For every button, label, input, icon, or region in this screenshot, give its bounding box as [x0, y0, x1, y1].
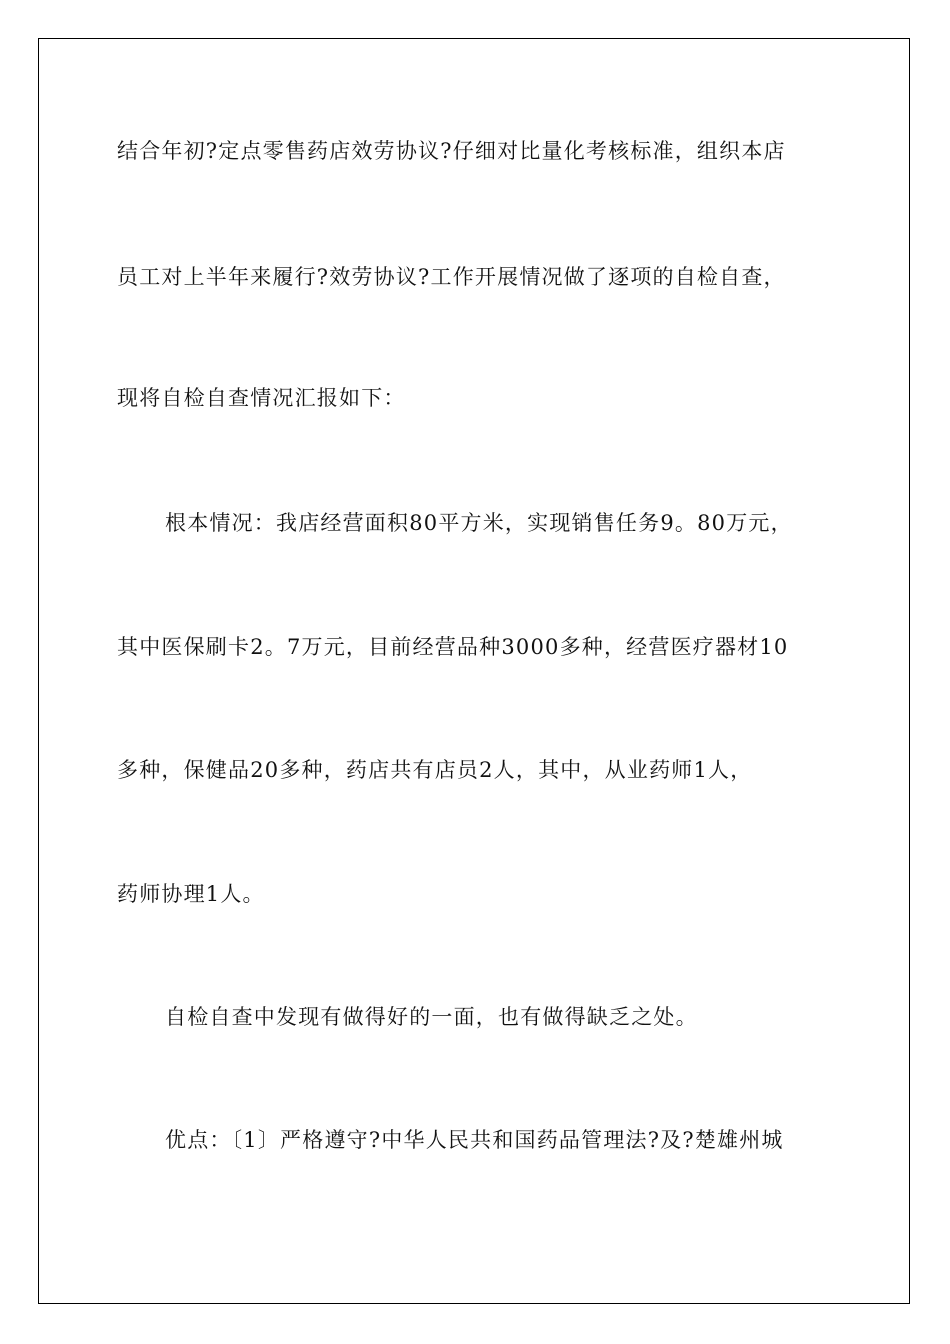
- paragraph-line-3: 现将自检自查情况汇报如下：: [117, 386, 406, 410]
- paragraph-line-9: 优点：〔1〕严格遵守?中华人民共和国药品管理法?及?楚雄州城: [165, 1128, 784, 1152]
- paragraph-line-8: 自检自查中发现有做得好的一面，也有做得缺乏之处。: [165, 1005, 698, 1029]
- paragraph-line-5: 其中医保刷卡2。7万元，目前经营品种3000多种，经营医疗器材10: [117, 635, 789, 659]
- paragraph-line-4: 根本情况：我店经营面积80平方米，实现销售任务9。80万元，: [165, 511, 793, 535]
- paragraph-line-7: 药师协理1人。: [117, 882, 265, 906]
- paragraph-line-1: 结合年初?定点零售药店效劳协议?仔细对比量化考核标准，组织本店: [117, 139, 786, 163]
- page-border: [38, 38, 910, 1304]
- paragraph-line-6: 多种，保健品20多种，药店共有店员2人，其中，从业药师1人，: [117, 758, 753, 782]
- paragraph-line-2: 员工对上半年来履行?效劳协议?工作开展情况做了逐项的自检自查，: [117, 265, 786, 289]
